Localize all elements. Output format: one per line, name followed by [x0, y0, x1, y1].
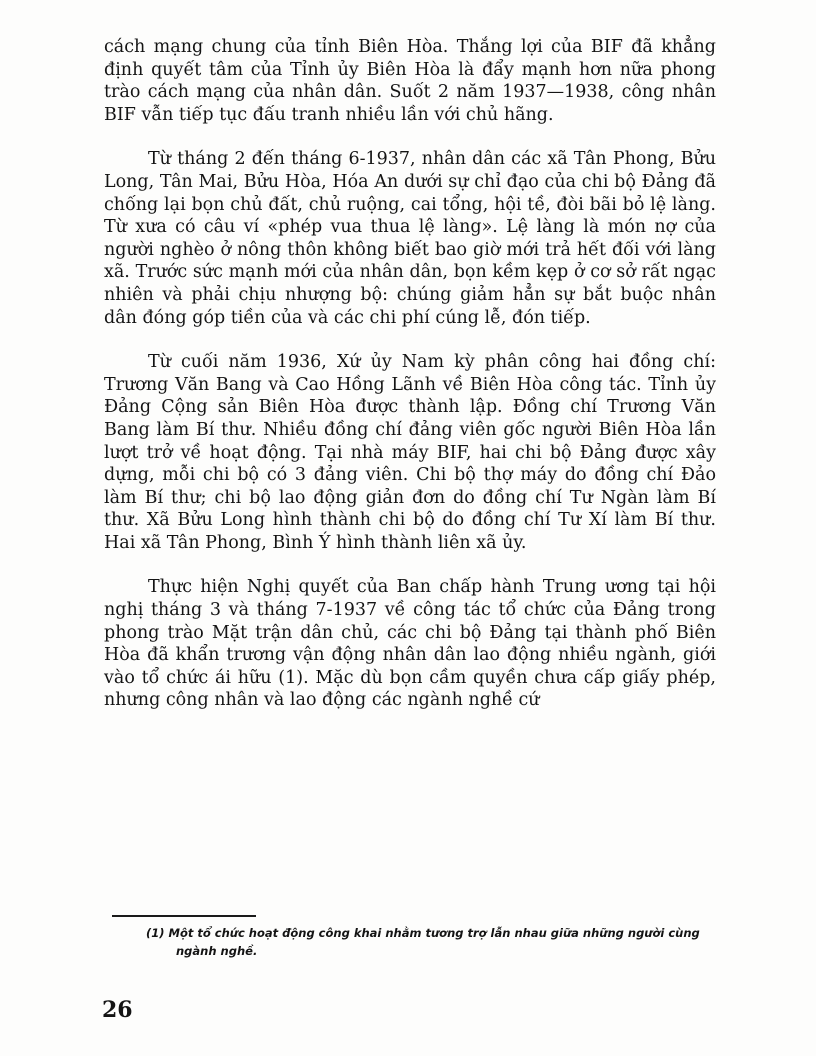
- paragraph-village-struggle: Từ tháng 2 đến tháng 6-1937, nhân dân các xã Tân Phong, Bửu Long, Tân Mai, Bửu Hòa, Hóa An dưới sự chỉ đạo của chi bộ Đảng đã chống lại bọn chủ đất, chủ ruộng, cai tổng, hội tề, đòi bãi bỏ lệ làng. Từ xưa có câu ví «phép vua thua lệ làng». Lệ làng là món nợ của người nghèo ở nông thôn không biết bao giờ mới trả hết đối với làng xã. Trước sức mạnh mới của nhân dân, bọn kềm kẹp ở cơ sở rất ngạc nhiên và phải chịu nhượng bộ: chúng giảm hẳn sự bắt buộc nhân dân đóng góp tiền của và các chi phí cúng lễ, đón tiếp.: [104, 149, 716, 328]
- body-text: [104, 36, 716, 712]
- footnote: (1) Một tổ chức hoạt động công khai nhằm tương trợ lẫn nhau giữa những người cùng ngành nghề.: [146, 926, 700, 958]
- paragraph-resolution: Thực hiện Nghị quyết của Ban chấp hành Trung ương tại hội nghị tháng 3 và tháng 7-1937 về công tác tổ chức của Đảng trong phong trào Mặt trận dân chủ, các chi bộ Đảng tại thành phố Biên Hòa đã khẩn trương vận động nhân dân lao động nhiều ngành, giới vào tổ chức ái hữu (1). Mặc dù bọn cầm quyền chưa cấp giấy phép, nhưng công nhân và lao động các ngành nghề cứ: [104, 577, 716, 711]
- paragraph-party-organization: Từ cuối năm 1936, Xứ ủy Nam kỳ phân công hai đồng chí: Trương Văn Bang và Cao Hồng Lãnh về Biên Hòa công tác. Tỉnh ủy Đảng Cộng sản Biên Hòa được thành lập. Đồng chí Trương Văn Bang làm Bí thư. Nhiều đồng chí đảng viên gốc người Biên Hòa lần lượt trở về hoạt động. Tại nhà máy BIF, hai chi bộ Đảng được xây dựng, mỗi chi bộ có 3 đảng viên. Chi bộ thợ máy do đồng chí Đảo làm Bí thư; chi bộ lao động giản đơn do đồng chí Tư Ngàn làm Bí thư. Xã Bửu Long hình thành chi bộ do đồng chí Tư Xí làm Bí thư. Hai xã Tân Phong, Bình Ý hình thành liên xã ủy.: [104, 352, 716, 553]
- paragraph-continuation: cách mạng chung của tỉnh Biên Hòa. Thắng lợi của BIF đã khẳng định quyết tâm của Tỉnh ủy Biên Hòa là đẩy mạnh hơn nữa phong trào cách mạng của nhân dân. Suốt 2 năm 1937—1938, công nhân BIF vẫn tiếp tục đấu tranh nhiều lần với chủ hãng.: [104, 37, 716, 125]
- footnote-divider: [112, 915, 256, 917]
- page-number: 26: [102, 997, 133, 1023]
